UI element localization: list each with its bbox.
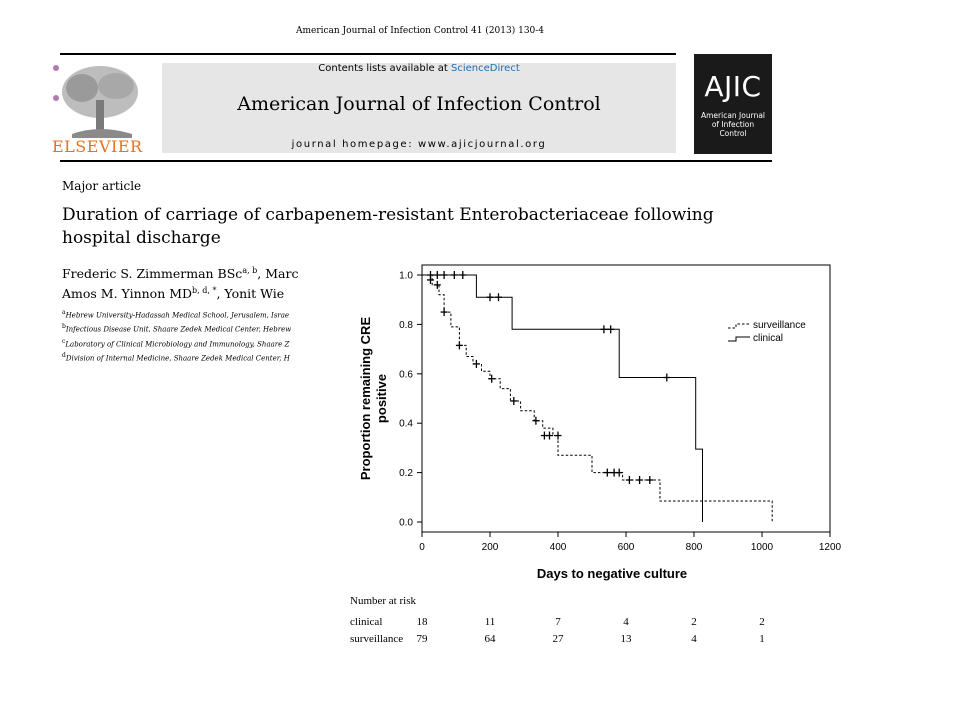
kaplan-meier-chart [330, 258, 860, 658]
plot-frame [422, 265, 830, 532]
affiliation-item [62, 336, 316, 350]
risk-row-label: surveillance [350, 633, 404, 645]
affiliation-mark: c [62, 337, 66, 345]
censor-mark-surveillance [555, 432, 562, 440]
ajic-mark: AJIC [704, 70, 762, 103]
elsevier-wordmark: ELSEVIER [52, 137, 143, 156]
risk-cell: 4 [623, 616, 629, 628]
censor-mark-surveillance [604, 469, 611, 477]
x-tick-label: 1200 [818, 542, 842, 553]
censor-mark-clinical [495, 293, 502, 301]
censor-mark-clinical [434, 271, 441, 279]
affiliation-mark: a [62, 309, 66, 316]
y-tick-label: 0.8 [399, 319, 413, 331]
kaplan-meier-figure [330, 258, 860, 658]
x-tick-label: 200 [481, 542, 499, 553]
affiliation-text: Infectious Disease Unit, Shaare Zedek Medical Center, Hebrew [65, 325, 292, 334]
y-tick-label: 0.2 [399, 468, 413, 480]
journal-homepage-link[interactable]: journal homepage: www.ajicjournal.org [291, 139, 547, 150]
affiliation-text: Hebrew University-Hadassah Medical School, Jerusalem, Israe [65, 311, 290, 320]
y-tick-label: 1.0 [399, 270, 413, 282]
risk-cell: 4 [691, 633, 697, 645]
x-tick-label: 1000 [750, 542, 774, 553]
censor-mark-clinical [487, 293, 494, 301]
contents-prefix: Contents lists available at [318, 63, 452, 74]
censor-mark-surveillance [441, 308, 448, 316]
journal-title: American Journal of Infection Control [237, 93, 601, 115]
risk-cell: 2 [691, 616, 697, 628]
series-line-surveillance [422, 275, 772, 522]
censor-mark-surveillance [646, 476, 653, 484]
risk-cell: 27 [552, 633, 564, 645]
risk-cell: 11 [484, 616, 496, 628]
article-title: Duration of carriage of carbapenem-resistant Enterobacteriaceae following hospital discharge [62, 205, 714, 248]
author-affil-marks[interactable]: a, b [242, 266, 258, 275]
risk-cell: 64 [484, 633, 496, 645]
censor-mark-clinical [607, 325, 614, 333]
author-name: Amos M. Yinnon MD [62, 286, 193, 302]
legend-label-surveillance: surveillance [753, 320, 806, 331]
legend-swatch-surveillance [728, 324, 750, 328]
censor-mark-clinical [663, 374, 670, 382]
author-line-2 [62, 282, 316, 302]
censor-mark-surveillance [473, 360, 480, 368]
affiliation-mark: d [62, 351, 66, 359]
affiliation-mark: b [62, 323, 66, 331]
y-axis-title [358, 317, 389, 481]
y-tick-label: 0.4 [399, 418, 413, 430]
y-axis-title-line: positive [374, 373, 389, 424]
masthead-rule [60, 160, 772, 162]
censor-mark-surveillance [510, 397, 517, 405]
x-tick-label: 400 [549, 542, 567, 553]
ajic-cover-logo [694, 54, 772, 154]
x-tick-label: 0 [419, 542, 425, 553]
censor-mark-clinical [441, 271, 448, 279]
risk-cell: 1 [759, 633, 765, 645]
censor-mark-clinical [451, 271, 458, 279]
x-axis-title: Days to negative culture [536, 566, 688, 581]
legend-swatch-clinical [728, 337, 750, 341]
ajic-subtitle: American Journal of Infection Control [700, 111, 765, 138]
risk-row-label: clinical [350, 616, 383, 628]
risk-cell: 79 [416, 633, 428, 645]
censor-mark-surveillance [636, 476, 643, 484]
y-tick-label: 0.0 [399, 517, 413, 529]
author-affil-marks[interactable]: b, d, * [192, 286, 217, 296]
affiliation-item [62, 350, 316, 364]
risk-cell: 2 [759, 616, 765, 628]
legend-label-clinical: clinical [753, 333, 784, 344]
x-tick-label: 800 [685, 542, 703, 553]
author-list [62, 262, 316, 302]
censor-mark-surveillance [488, 375, 495, 383]
censor-mark-surveillance [626, 476, 633, 484]
x-tick-label: 600 [617, 542, 635, 553]
article-type: Major article [62, 179, 142, 193]
censor-mark-surveillance [427, 276, 434, 284]
censor-mark-surveillance [532, 417, 539, 425]
censor-mark-clinical [459, 271, 466, 279]
y-tick-label: 0.6 [399, 369, 413, 381]
sciencedirect-link[interactable]: ScienceDirect [451, 63, 520, 74]
author-rest: , Marc [257, 266, 299, 282]
author-line-1 [62, 262, 316, 282]
censor-mark-surveillance [616, 469, 623, 477]
affiliation-list [62, 307, 316, 363]
risk-cell: 13 [620, 633, 632, 645]
affiliation-item [62, 307, 316, 321]
censor-mark-surveillance [456, 341, 463, 349]
affiliation-text: Division of Internal Medicine, Shaare Zedek Medical Center, H [65, 354, 290, 363]
y-axis-title-line: Proportion remaining CRE [358, 316, 373, 481]
header-rule [60, 53, 676, 55]
risk-cell: 7 [555, 616, 561, 628]
author-rest: , Yonit Wie [216, 286, 285, 302]
risk-cell: 18 [416, 616, 428, 628]
censor-mark-surveillance [546, 432, 553, 440]
censor-mark-surveillance [434, 281, 441, 289]
affiliation-text: Laboratory of Clinical Microbiology and Immunology, Shaare Z [65, 339, 290, 348]
contents-line [162, 63, 676, 74]
author-name: Frederic S. Zimmerman BSc [62, 266, 243, 282]
risk-table-title: Number at risk [350, 595, 416, 607]
running-header: American Journal of Infection Control 41 (2013) 130-4 [295, 26, 545, 36]
censor-mark-clinical [600, 325, 607, 333]
affiliation-item [62, 321, 316, 335]
